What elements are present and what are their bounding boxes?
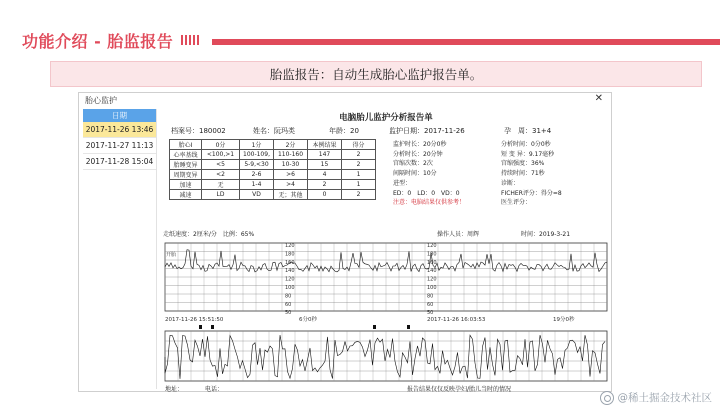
score-cell: <2 [202,170,240,180]
score-cell: 110-160 [274,150,308,160]
operator: 操作人员：周辉 [437,231,480,238]
fhr-tick-label: 140 [285,268,295,275]
chart-start-time: 2017-11-26 15:51:50 [165,317,224,323]
paper-speed: 走纸速度：2厘米/分 比例：65% [163,231,255,238]
chart-corner-label: 开胎 [166,252,177,258]
watermark-text: @稀土掘金技术社区 [617,392,712,404]
score-table-row [170,190,376,200]
fhr-tick-label: 100 [285,285,295,291]
analysis-row [393,158,611,168]
score-cell: 2 [342,160,376,170]
footer-address: 地址： [165,386,184,393]
fhr-tick-label: 180 [285,251,295,258]
sidebar-header: 日期 [83,109,156,122]
analysis-value: FICHER评分：得分=8 [501,189,562,197]
analysis-value: 分析时间：0分0秒 [501,141,551,148]
watermark [600,390,713,405]
fhr-tick-label: 50 [427,310,434,317]
score-cell: 10-30 [274,160,308,170]
fhr-tick-label: 80 [285,293,292,300]
score-table-row [170,160,376,170]
score-cell: 无；其他 [274,190,308,200]
fhr-tick-label: 80 [427,293,434,300]
score-cell: 0 [308,190,342,200]
score-cell: 2分 [274,140,308,150]
score-table-row [170,150,376,160]
analysis-value: 短 变 异：9.17毫秒 [501,150,555,158]
analysis-value: 诊断： [501,179,520,187]
score-cell: 1-4 [240,180,274,190]
title-underline [212,39,720,45]
analysis-row [393,197,611,207]
footer-phone: 电话： [205,386,224,393]
patient-name: 姓名：阮玛类 [253,127,295,135]
fhr-tick-label: 180 [427,251,437,258]
analysis-row [393,149,611,159]
feature-banner [50,61,702,87]
fhr-tick-label: 160 [285,259,295,266]
score-table-header [170,140,376,150]
score-cell: 1 [342,170,376,180]
sidebar-item-date[interactable]: 2017-11-28 15:04 [83,154,156,170]
gestation-week: 孕 周：31+4 [504,127,552,135]
analysis-value: 间隔时间：10分 [393,170,437,178]
score-cell: 0分 [202,140,240,150]
score-cell: 心率基线 [170,150,202,160]
analysis-row [393,178,611,188]
score-table-row [170,180,376,190]
report-title: 电脑胎儿监护分析报告单 [339,113,433,123]
ctg-trace-chart [161,237,611,385]
score-cell: 加速 [170,180,202,190]
ctg-chart-area [161,237,611,387]
score-cell: 1分 [240,140,274,150]
monitor-date: 监护日期：2017-11-26 [389,127,465,135]
patient-age: 年龄：20 [329,127,359,135]
score-cell: 147 [308,150,342,160]
analysis-value: 监护时长：20分0秒 [393,141,447,148]
score-cell: 5-9,<30 [240,160,274,170]
score-cell: 2 [308,180,342,190]
sidebar-item-date[interactable]: 2017-11-27 11:13 [83,138,156,154]
analysis-row [393,188,611,198]
score-cell: 1 [342,180,376,190]
close-icon[interactable]: ✕ [594,93,603,104]
chart-end-duration: 19分0秒 [553,317,575,323]
file-number: 档案号：180002 [171,127,226,135]
footer-note: 报告结果仅仅反映孕妇/胎儿当时的情况 [407,386,512,393]
analysis-value: 进型： [393,179,412,187]
banner-text: 胎监报告：自动生成胎心监护报告单。 [269,67,483,82]
score-cell: 2 [342,190,376,200]
fhr-tick-label: 60 [285,301,292,308]
event-marker [373,325,376,329]
score-cell: 得分 [342,140,376,150]
report-sheet [161,109,611,391]
analysis-value: 注意：电脑结果仅供参考！ [393,199,466,207]
fhr-tick-label: 50 [285,310,292,317]
date-sidebar [83,109,157,389]
sidebar-item-date[interactable]: 2017-11-26 13:46 [83,122,156,138]
fhr-tick-label: 140 [427,268,437,275]
score-cell: <100,>1 [202,150,240,160]
fhr-tick-label: 120 [285,243,295,249]
event-marker [211,325,214,329]
chart-second-time: 2017-11-26 16:03:53 [427,317,486,323]
score-cell: <5 [202,160,240,170]
slide-title-row [22,28,199,52]
score-cell: LD [202,190,240,200]
window-title: 胎心监护 [85,96,117,105]
score-cell: 胎心I [170,140,202,150]
slide-title: 功能介绍 - 胎监报告 [22,31,174,51]
analysis-value: 宫缩次数：2次 [393,160,433,168]
score-cell: 2-6 [240,170,274,180]
fhr-tick-label: 60 [427,301,434,308]
title-decoration [181,35,199,45]
score-cell: 15 [308,160,342,170]
score-table [169,139,376,200]
score-cell: 本例结果 [308,140,342,150]
analysis-value: 分析时长：20分钟 [393,150,443,158]
score-cell: 100-109, [240,150,274,160]
analysis-value: ED：0 LD：0 VD：0 [393,189,460,197]
chart-mid-duration: 6分0秒 [299,317,317,323]
score-table-row [170,170,376,180]
score-cell: VD [240,190,274,200]
score-cell: 减速 [170,190,202,200]
analysis-value: 宫缩强度：36% [501,160,545,168]
juejin-logo-icon [600,391,614,405]
score-cell: 周期变异 [170,170,202,180]
analysis-row [393,139,611,149]
fhr-tick-label: 120 [427,243,437,249]
score-cell: 无 [202,180,240,190]
score-cell: 2 [342,150,376,160]
event-marker [407,325,410,329]
score-cell: >4 [274,180,308,190]
fhr-tick-label: 100 [427,285,437,291]
fhr-tick-label: 120 [285,276,295,283]
event-marker [199,325,202,329]
fetal-monitor-window [78,92,612,392]
fhr-tick-label: 160 [427,259,437,266]
score-cell: 胎睡变异 [170,160,202,170]
analysis-row [393,168,611,178]
score-cell: >6 [274,170,308,180]
print-time: 时间：2019-3-21 [521,231,571,238]
fhr-tick-label: 120 [427,276,437,283]
analysis-value: 医生评分： [501,199,532,207]
window-titlebar [79,93,611,109]
analysis-value: 持续时间：71秒 [501,170,545,178]
score-cell: 4 [308,170,342,180]
